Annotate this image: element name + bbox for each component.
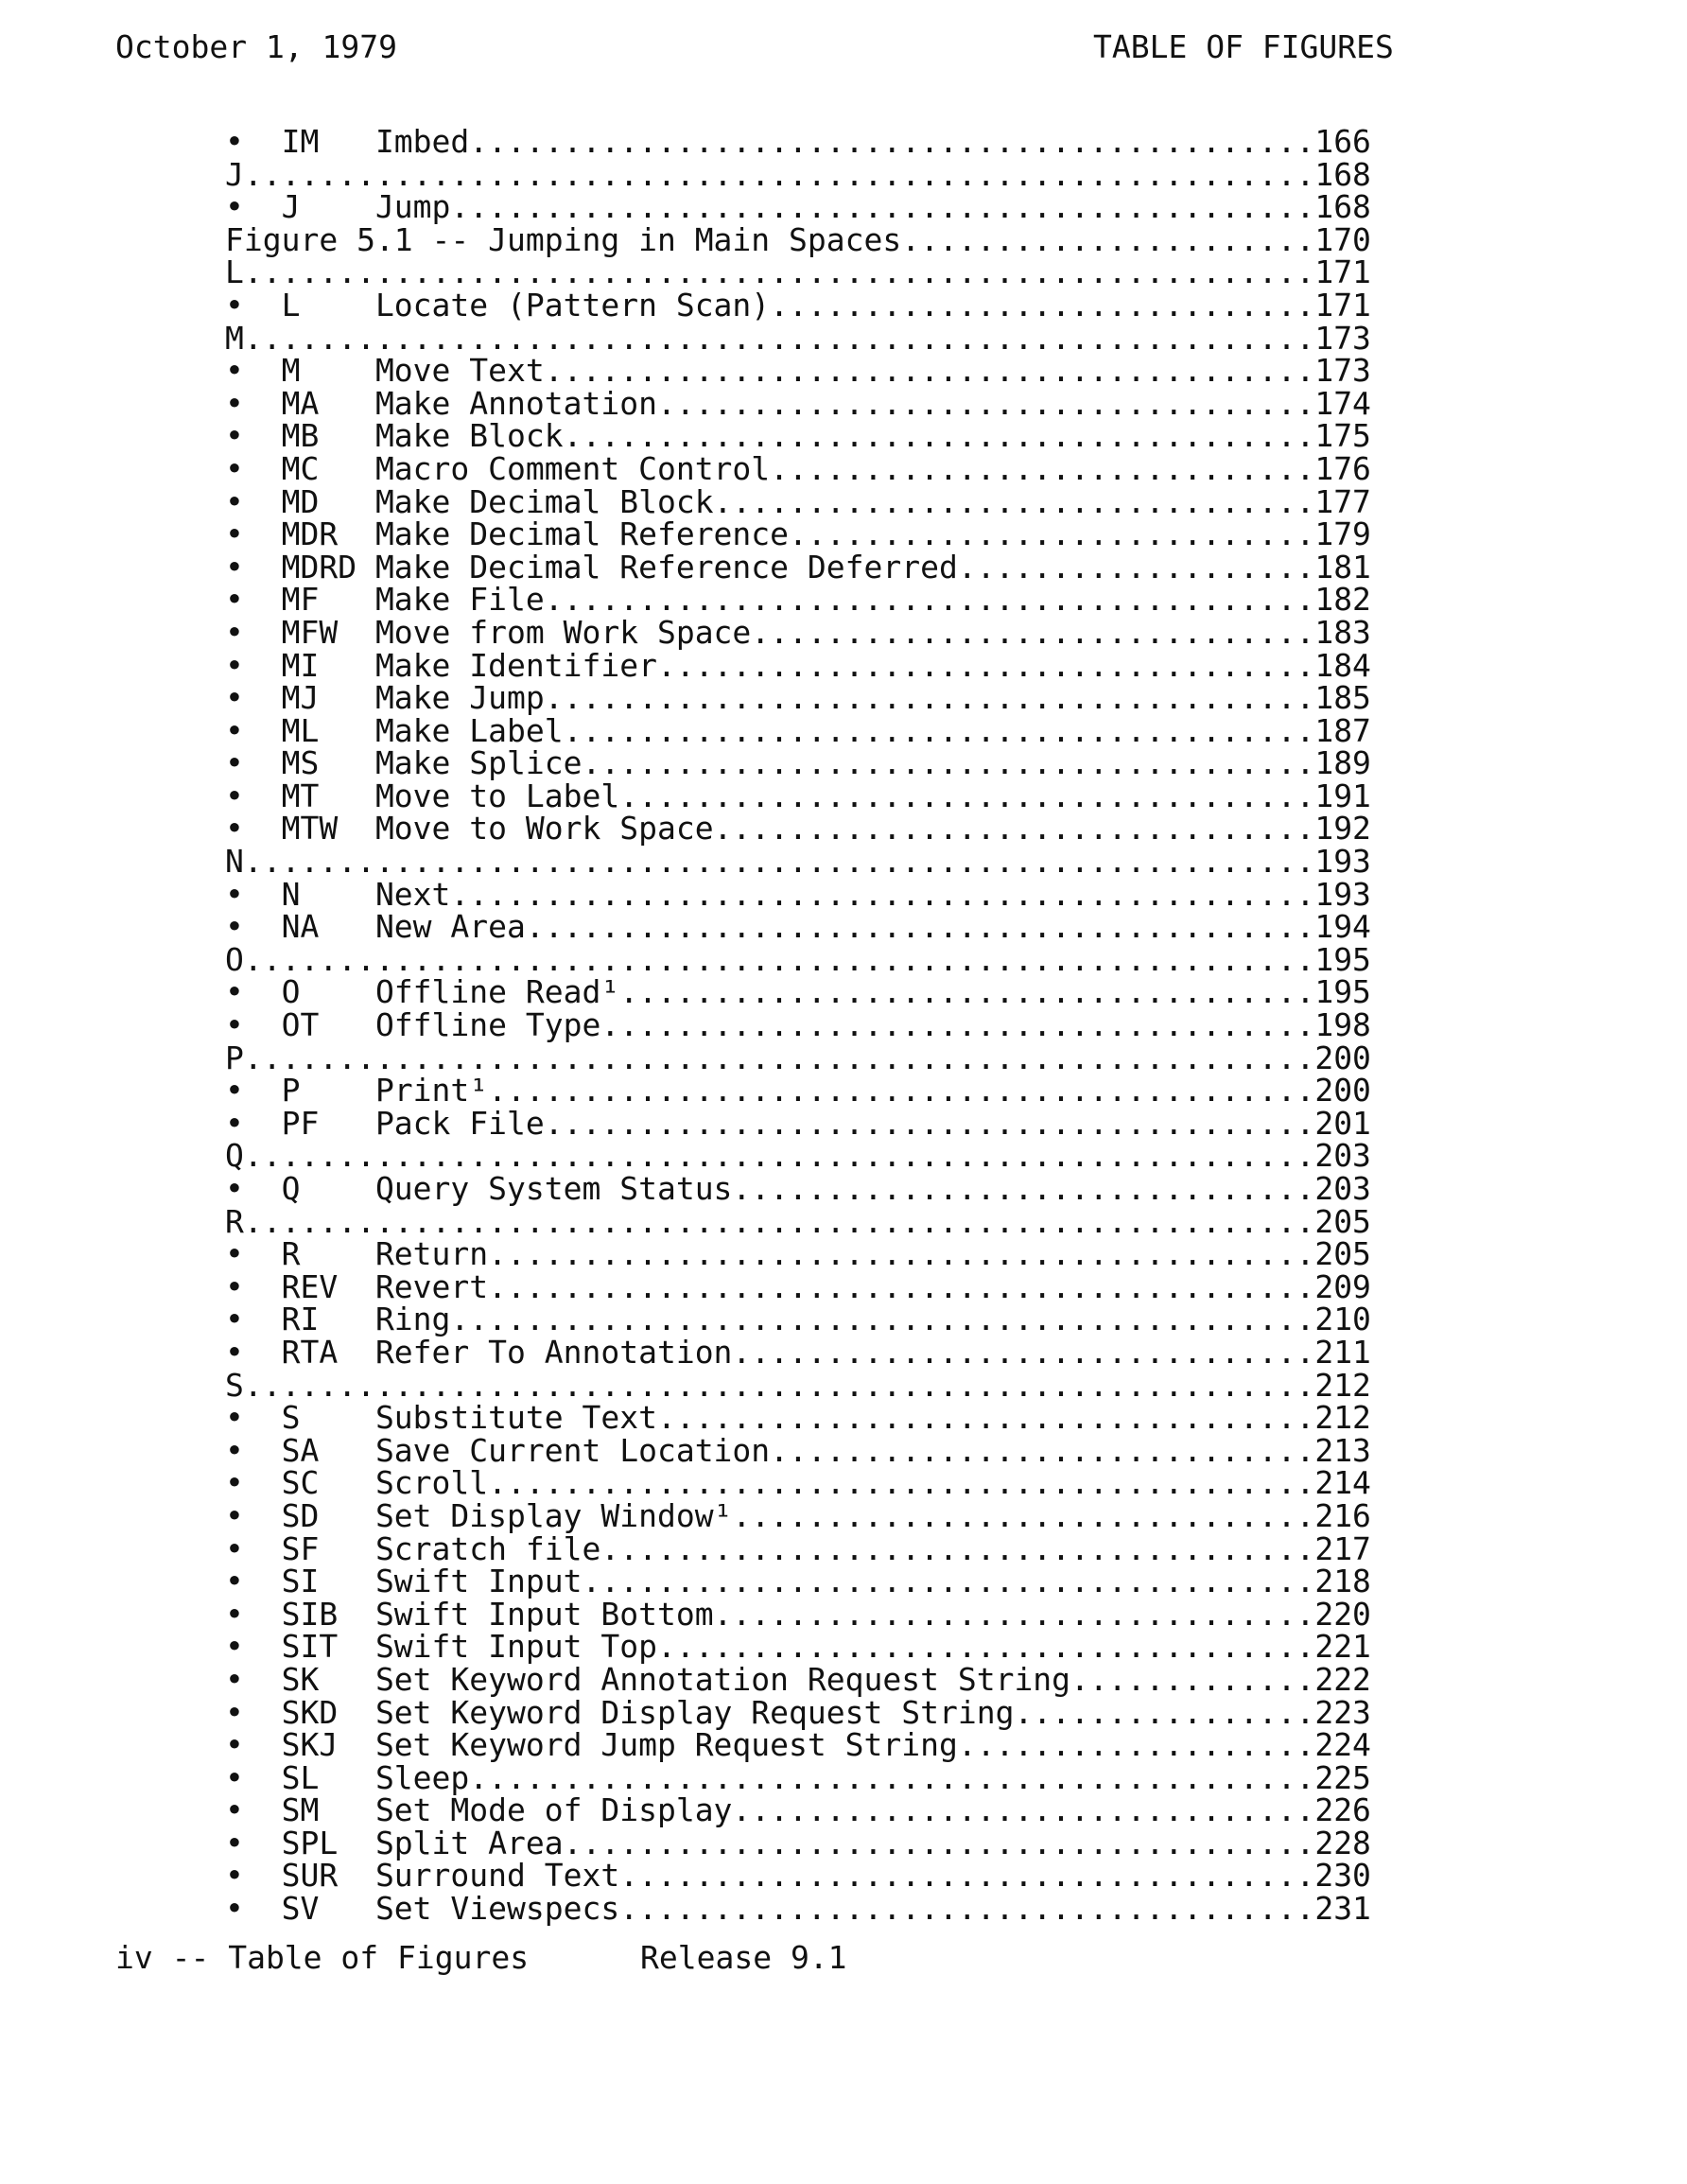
toc-letter-heading	[225, 319, 1371, 357]
toc-entry-text: • N Next..............................................193	[225, 875, 1371, 913]
table-of-figures-list	[225, 123, 1371, 1928]
toc-entry-text: • MFW Move from Work Space..............................183	[225, 613, 1371, 651]
toc-entry-text: P.........................................................200	[225, 1039, 1371, 1076]
toc-command-entry	[225, 613, 1371, 651]
toc-command-entry	[225, 1006, 1371, 1044]
toc-letter-heading	[225, 940, 1371, 978]
toc-command-entry	[225, 384, 1371, 422]
footer-release: Release 9.1	[640, 1939, 847, 1976]
toc-entry-text: • SIT Swift Input Top...................................221	[225, 1628, 1371, 1666]
toc-command-entry	[225, 1235, 1371, 1273]
toc-command-entry	[225, 744, 1371, 782]
toc-letter-heading	[225, 1366, 1371, 1404]
toc-command-entry	[225, 123, 1371, 160]
toc-command-entry	[225, 1104, 1371, 1142]
toc-entry-text: • SI Swift Input.......................................218	[225, 1563, 1371, 1600]
toc-entry-text: • SD Set Display Window¹...............................216	[225, 1496, 1371, 1534]
toc-command-entry	[225, 1267, 1371, 1305]
toc-entry-text: • SKJ Set Keyword Jump Request String...................224	[225, 1726, 1371, 1764]
toc-entry-text: M.........................................................173	[225, 319, 1371, 357]
toc-entry-text: • SK Set Keyword Annotation Request String.............222	[225, 1660, 1371, 1698]
toc-command-entry	[225, 777, 1371, 814]
toc-entry-text: • Q Query System Status...............................203	[225, 1170, 1371, 1207]
toc-command-entry	[225, 1496, 1371, 1534]
toc-letter-heading	[225, 843, 1371, 881]
toc-entry-text: • NA New Area..........................................194	[225, 908, 1371, 946]
toc-command-entry	[225, 875, 1371, 913]
toc-entry-text: R.........................................................205	[225, 1202, 1371, 1240]
toc-entry-text: • SF Scratch file......................................217	[225, 1529, 1371, 1567]
toc-command-entry	[225, 188, 1371, 226]
toc-entry-text: • SV Set Viewspecs.....................................231	[225, 1890, 1371, 1928]
toc-command-entry	[225, 1660, 1371, 1698]
toc-entry-text: S.........................................................212	[225, 1366, 1371, 1404]
toc-entry-text: • PF Pack File.........................................201	[225, 1104, 1371, 1142]
toc-entry-text: • SPL Split Area........................................228	[225, 1824, 1371, 1861]
toc-entry-text: • P Print¹............................................200	[225, 1072, 1371, 1109]
toc-entry-text: • MS Make Splice.......................................189	[225, 744, 1371, 782]
toc-command-entry	[225, 1791, 1371, 1829]
toc-entry-text: • R Return............................................205	[225, 1235, 1371, 1273]
toc-command-entry	[225, 482, 1371, 520]
toc-command-entry	[225, 352, 1371, 390]
toc-entry-text: • MF Make File.........................................182	[225, 581, 1371, 619]
toc-command-entry	[225, 1301, 1371, 1338]
toc-entry-text: • MDRD Make Decimal Reference Deferred...................181	[225, 548, 1371, 585]
toc-entry-text: • MD Make Decimal Block................................177	[225, 482, 1371, 520]
footer-section: iv -- Table of Figures	[115, 1939, 530, 1976]
toc-command-entry	[225, 1595, 1371, 1633]
toc-entry-text: • REV Revert............................................209	[225, 1267, 1371, 1305]
toc-entry-text: • SIB Swift Input Bottom................................220	[225, 1595, 1371, 1633]
toc-command-entry	[225, 581, 1371, 619]
toc-entry-text: • SUR Surround Text.....................................230	[225, 1857, 1371, 1895]
toc-letter-heading	[225, 253, 1371, 291]
toc-command-entry	[225, 1857, 1371, 1895]
toc-command-entry	[225, 1399, 1371, 1437]
toc-entry-text: • SM Set Mode of Display...............................226	[225, 1791, 1371, 1829]
toc-entry-text: • OT Offline Type......................................198	[225, 1006, 1371, 1044]
toc-entry-text: • MI Make Identifier...................................184	[225, 646, 1371, 684]
toc-command-entry	[225, 1431, 1371, 1469]
toc-command-entry	[225, 908, 1371, 946]
toc-command-entry	[225, 1824, 1371, 1861]
toc-command-entry	[225, 548, 1371, 585]
toc-command-entry	[225, 679, 1371, 717]
toc-command-entry	[225, 711, 1371, 749]
toc-entry-text: • SL Sleep.............................................225	[225, 1758, 1371, 1796]
toc-entry-text: L.........................................................171	[225, 253, 1371, 291]
toc-entry-text: • L Locate (Pattern Scan).............................171	[225, 286, 1371, 323]
toc-command-entry	[225, 810, 1371, 847]
toc-letter-heading	[225, 1202, 1371, 1240]
toc-entry-text: • MT Move to Label.....................................191	[225, 777, 1371, 814]
toc-entry-text: J.........................................................168	[225, 155, 1371, 193]
toc-entry-text: • MA Make Annotation...................................174	[225, 384, 1371, 422]
toc-command-entry	[225, 515, 1371, 553]
toc-command-entry	[225, 1170, 1371, 1207]
header-date: October 1, 1979	[115, 28, 398, 65]
toc-letter-heading	[225, 1039, 1371, 1076]
toc-entry-text: • SC Scroll............................................214	[225, 1464, 1371, 1502]
toc-entry-text: Figure 5.1 -- Jumping in Main Spaces......................170	[225, 220, 1371, 258]
toc-entry-text: • SKD Set Keyword Display Request String................223	[225, 1693, 1371, 1731]
toc-command-entry	[225, 286, 1371, 323]
toc-command-entry	[225, 646, 1371, 684]
toc-entry-text: • RTA Refer To Annotation...............................211	[225, 1333, 1371, 1371]
toc-entry-text: • M Move Text.........................................173	[225, 352, 1371, 390]
toc-entry-text: • SA Save Current Location.............................213	[225, 1431, 1371, 1469]
toc-letter-heading	[225, 1137, 1371, 1175]
toc-entry-text: • MB Make Block........................................175	[225, 417, 1371, 455]
toc-command-entry	[225, 1758, 1371, 1796]
toc-command-entry	[225, 1726, 1371, 1764]
toc-entry-text: • RI Ring..............................................210	[225, 1301, 1371, 1338]
toc-command-entry	[225, 1464, 1371, 1502]
toc-entry-text: • MTW Move to Work Space................................192	[225, 810, 1371, 847]
toc-entry-text: • ML Make Label........................................187	[225, 711, 1371, 749]
toc-command-entry	[225, 1072, 1371, 1109]
toc-command-entry	[225, 1693, 1371, 1731]
toc-command-entry	[225, 1529, 1371, 1567]
toc-entry-text: N.........................................................193	[225, 843, 1371, 881]
header-title: TABLE OF FIGURES	[1093, 28, 1394, 65]
toc-entry-text: • J Jump..............................................168	[225, 188, 1371, 226]
toc-entry-text: • S Substitute Text...................................212	[225, 1399, 1371, 1437]
toc-command-entry	[225, 1563, 1371, 1600]
toc-entry-text: O.........................................................195	[225, 940, 1371, 978]
toc-command-entry	[225, 1890, 1371, 1928]
toc-command-entry	[225, 449, 1371, 487]
toc-command-entry	[225, 1628, 1371, 1666]
toc-entry-text: • IM Imbed.............................................166	[225, 123, 1371, 160]
toc-figure-entry	[225, 220, 1371, 258]
toc-command-entry	[225, 417, 1371, 455]
toc-entry-text: • O Offline Read¹.....................................195	[225, 973, 1371, 1011]
toc-entry-text: • MDR Make Decimal Reference............................179	[225, 515, 1371, 553]
toc-entry-text: • MJ Make Jump.........................................185	[225, 679, 1371, 717]
toc-letter-heading	[225, 155, 1371, 193]
toc-entry-text: Q.........................................................203	[225, 1137, 1371, 1175]
toc-entry-text: • MC Macro Comment Control.............................176	[225, 449, 1371, 487]
toc-command-entry	[225, 1333, 1371, 1371]
toc-command-entry	[225, 973, 1371, 1011]
